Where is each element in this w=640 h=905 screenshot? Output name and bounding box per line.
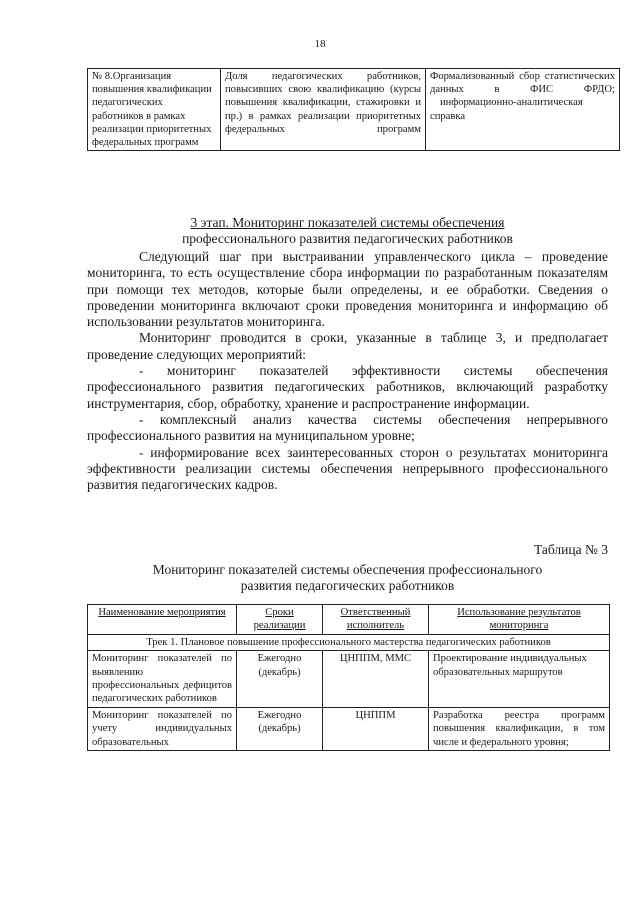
paragraph-3: - мониторинг показателей эффективности системы обеспечения профессионального развития педагогических работников, включающий разработку инструментария, сбор, обработку, хранение и распространение информации. — [87, 363, 608, 411]
table-row — [88, 651, 610, 708]
paragraph-2: Мониторинг проводится в сроки, указанные в таблице 3, и предполагает проведение следующих мероприятий: — [87, 330, 608, 362]
stage-heading-line2: профессионального развития педагогических работников — [182, 231, 513, 246]
top-table-col1-text: № 8.Организация повышения квалификации педагогических работников в рамках реализации приоритетных федеральных программ — [92, 71, 212, 149]
row1-term: Ежегодно (декабрь) — [237, 651, 323, 708]
header-usage: Использование результатов мониторинга — [429, 605, 610, 635]
table-label: Таблица № 3 — [534, 542, 608, 557]
top-table-col2-text: Доля педагогических работников, повысивших свою квалификацию (курсы повышения квалификации, стажировки и пр.) в рамках реализации приоритетных федеральных программ — [225, 71, 421, 135]
row2-executor: ЦНППМ — [323, 707, 429, 750]
table-header-row — [88, 605, 610, 635]
table-title-line2: развития педагогических работников — [240, 578, 455, 593]
stage-heading — [87, 215, 608, 247]
header-term: Сроки реализации — [237, 605, 323, 635]
paragraph-5: - информирование всех заинтересованных сторон о результатах мониторинга эффективности реализации системы обеспечения непрерывного профессионального развития педагогических кадров. — [87, 444, 608, 493]
page-number: 18 — [314, 38, 326, 50]
table-title — [87, 562, 608, 594]
row1-event: Мониторинг показателей по выявлению профессиональных дефицитов педагогических работников — [88, 651, 237, 708]
top-table-col3 — [426, 69, 620, 151]
row1-executor: ЦНППМ, ММС — [323, 651, 429, 708]
stage-heading-line1: 3 этап. Мониторинг показателей системы обеспечения — [190, 215, 505, 230]
top-table-col3-line1: Формализованный сбор статистических данных в ФИС ФРДО; — [430, 71, 615, 96]
table-row — [88, 69, 620, 151]
track-title: Трек 1. Плановое повышение профессионального мастерства педагогических работников — [88, 634, 610, 650]
monitoring-table — [87, 604, 610, 751]
paragraph-4: - комплексный анализ качества системы обеспечения непрерывного профессионального развития на муниципальном уровне; — [87, 411, 608, 444]
body-text — [87, 249, 608, 493]
paragraph-1: Следующий шаг при выстраивании управленческого цикла – проведение мониторинга, то есть осуществление сбора информации по разработанным показателям при помощи тех методов, которые были определены, и ее обработки. Сведения о проведении мониторинга включают сроки проведения мониторинга и информацию об использовании результатов мониторинга. — [87, 249, 608, 330]
header-executor: Ответственный исполнитель — [323, 605, 429, 635]
top-table-col3-line2: информационно-аналитическая справка — [430, 97, 583, 122]
table-row — [88, 707, 610, 750]
row2-event: Мониторинг показателей по учету индивидуальных образовательных — [88, 707, 237, 750]
row2-term: Ежегодно (декабрь) — [237, 707, 323, 750]
header-event: Наименование мероприятия — [88, 605, 237, 635]
table-title-line1: Мониторинг показателей системы обеспечения профессионального — [152, 562, 543, 577]
track-row — [88, 634, 610, 650]
row1-usage: Проектирование индивидуальных образовательных маршрутов — [429, 651, 610, 708]
row2-usage: Разработка реестра программ повышения квалификации, в том числе и федерального уровня; — [429, 707, 610, 750]
top-table — [87, 68, 620, 151]
top-table-col2 — [221, 69, 426, 151]
top-table-col1 — [88, 69, 221, 151]
